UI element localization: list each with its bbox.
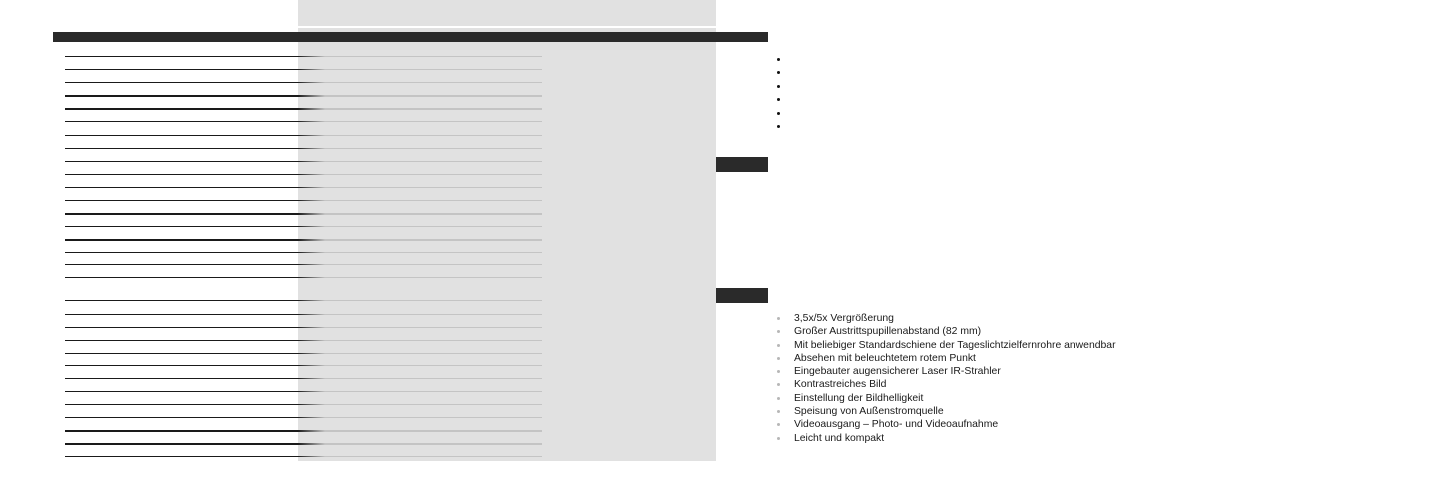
table-row-rule (65, 417, 542, 418)
feature-item: Großer Austrittspupillenabstand (82 mm) (777, 325, 1116, 338)
table-row-rule (65, 135, 542, 136)
feature-item: Kontrastreiches Bild (777, 378, 1116, 391)
feature-list (777, 312, 1116, 445)
section-marker-bar (716, 157, 768, 172)
table-row-rule (65, 327, 542, 328)
table-row-rule (65, 340, 542, 341)
table-row-rule (65, 108, 542, 110)
table-row-rule (65, 456, 542, 457)
table-row-rule (65, 226, 542, 227)
table-row-rule (65, 161, 542, 162)
table-row-rule (65, 148, 542, 149)
feature-item: Mit beliebiger Standardschiene der Tageslichtzielfernrohre anwendbar (777, 339, 1116, 352)
panel-divider (298, 26, 716, 28)
table-row-rule (65, 264, 542, 265)
feature-item: Leicht und kompakt (777, 432, 1116, 445)
feature-item: Eingebauter augensicherer Laser IR-Strahler (777, 365, 1116, 378)
table-row-rule (65, 121, 542, 122)
table-row-rule (65, 443, 542, 445)
table-row-rule (65, 82, 542, 83)
table-row-rule (65, 213, 542, 215)
table-row-rule (65, 300, 542, 301)
table-row-rule (65, 69, 542, 70)
table-row-rule (65, 277, 542, 278)
table-row-rule (65, 404, 542, 405)
table-row-rule (65, 95, 542, 97)
feature-item: Speisung von Außenstromquelle (777, 405, 1116, 418)
table-row-rule (65, 365, 542, 366)
table-row-rule (65, 252, 542, 253)
table-row-rule (65, 200, 542, 201)
feature-item: Einstellung der Bildhelligkeit (777, 392, 1116, 405)
table-row-rule (65, 174, 542, 175)
table-row-rule (65, 430, 542, 432)
table-row-rule (65, 391, 542, 392)
table-row-rule (65, 378, 542, 379)
section-marker-bar (716, 288, 768, 303)
table-row-rule (65, 56, 542, 57)
feature-item: 3,5x/5x Vergrößerung (777, 312, 1116, 325)
table-header-bar (53, 32, 768, 42)
feature-item: Absehen mit beleuchtetem rotem Punkt (777, 352, 1116, 365)
table-row-rule (65, 314, 542, 315)
table-row-rule (65, 353, 542, 354)
feature-item: Videoausgang – Photo- und Videoaufnahme (777, 418, 1116, 431)
table-row-rule (65, 239, 542, 241)
table-row-rule (65, 187, 542, 188)
